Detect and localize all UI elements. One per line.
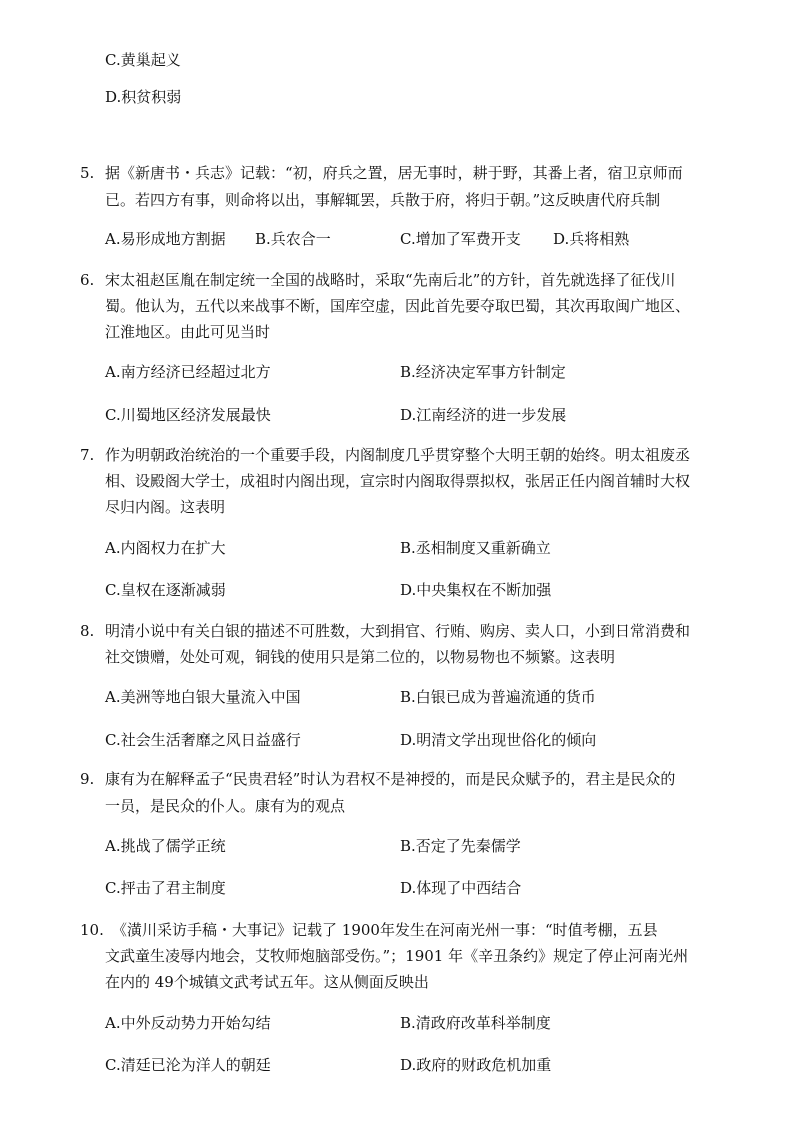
question-text-line: 相、设殿阁大学士，成祖时内阁出现，宣宗时内阁取得票拟权，张居正任内阁首辅时大权 xyxy=(105,472,691,490)
option-c: C.社会生活奢靡之风日益盛行 xyxy=(105,731,301,749)
option-a: A.南方经济已经超过北方 xyxy=(105,363,271,381)
option-c: C.增加了军费开支 xyxy=(400,230,521,248)
option-b: B.否定了先秦儒学 xyxy=(400,837,521,855)
question-text-line: 江淮地区。由此可见当时 xyxy=(105,323,271,341)
option-a: A.中外反动势力开始勾结 xyxy=(105,1014,271,1032)
question-text-line: 作为明朝政治统治的一个重要手段，内阁制度几乎贯穿整个大明王朝的始终。明太祖废丞 xyxy=(105,446,691,464)
option-d: D.积贫积弱 xyxy=(105,88,182,106)
question-text-line: 据《新唐书・兵志》记载：“初，府兵之置，居无事时，耕于野，其番上者，宿卫京师而 xyxy=(105,164,683,182)
option-d: D.明清文学出现世俗化的倾向 xyxy=(400,731,597,749)
question-number: 5. xyxy=(80,164,95,182)
question-text-line: 康有为在解释孟子“民贵君轻”时认为君权不是神授的，而是民众赋予的，君主是民众的 xyxy=(105,770,676,788)
question-text-line: 一员，是民众的仆人。康有为的观点 xyxy=(105,797,346,815)
option-a: A.美洲等地白银大量流入中国 xyxy=(105,688,301,706)
option-a: A.内阁权力在扩大 xyxy=(105,539,226,557)
question-text-line: 尽归内阁。这表明 xyxy=(105,498,226,516)
question-text-line: 社交馈赠，处处可观，铜钱的使用只是第二位的，以物易物也不频繁。这表明 xyxy=(105,648,616,666)
option-d: D.江南经济的进一步发展 xyxy=(400,406,567,424)
question-text-line: 文武童生凌辱内地会，艾牧师炮脑部受伤。”；1901 年《辛丑条约》规定了停止河南光州 xyxy=(105,947,689,965)
question-text-line: 蜀。他认为，五代以来战事不断，国库空虚，因此首先要夺取巴蜀，其次再取闽广地区、 xyxy=(105,297,691,315)
option-d: D.体现了中西结合 xyxy=(400,879,522,897)
option-b: B.白银已成为普遍流通的货币 xyxy=(400,688,596,706)
question-number: 10. xyxy=(80,921,104,939)
question-text-line: 宋太祖赵匡胤在制定统一全国的战略时，采取“先南后北”的方针，首先就选择了征伐川 xyxy=(105,271,676,289)
question-number: 6. xyxy=(80,271,95,289)
option-d: D.中央集权在不断加强 xyxy=(400,581,552,599)
option-c: C.皇权在逐渐减弱 xyxy=(105,581,226,599)
option-c: C.抨击了君主制度 xyxy=(105,879,226,897)
question-text-line: 已。若四方有事，则命将以出，事解辄罢，兵散于府，将归于朝。”这反映唐代府兵制 xyxy=(105,191,661,209)
question-text-line: 在内的 49个城镇文武考试五年。这从侧面反映出 xyxy=(105,973,429,991)
question-number: 8. xyxy=(80,622,95,640)
question-number: 9. xyxy=(80,770,95,788)
option-b: B.清政府改革科举制度 xyxy=(400,1014,551,1032)
option-a: A.挑战了儒学正统 xyxy=(105,837,226,855)
question-text-line: 明清小说中有关白银的描述不可胜数，大到捐官、行贿、购房、卖人口，小到日常消费和 xyxy=(105,622,691,640)
option-c: C.清廷已沦为洋人的朝廷 xyxy=(105,1056,271,1074)
option-c: C.川蜀地区经济发展最快 xyxy=(105,406,271,424)
option-d: D.兵将相熟 xyxy=(553,230,630,248)
option-d: D.政府的财政危机加重 xyxy=(400,1056,552,1074)
question-number: 7. xyxy=(80,446,95,464)
question-text-line: 《潢川采访手稿・大事记》记载了 1900年发生在河南光州一事：“时值考棚，五县 xyxy=(112,921,658,939)
option-b: B.丞相制度又重新确立 xyxy=(400,539,551,557)
option-b: B.兵农合一 xyxy=(255,230,331,248)
option-a: A.易形成地方割据 xyxy=(105,230,226,248)
option-b: B.经济决定军事方针制定 xyxy=(400,363,566,381)
option-c: C.黄巢起义 xyxy=(105,51,181,69)
